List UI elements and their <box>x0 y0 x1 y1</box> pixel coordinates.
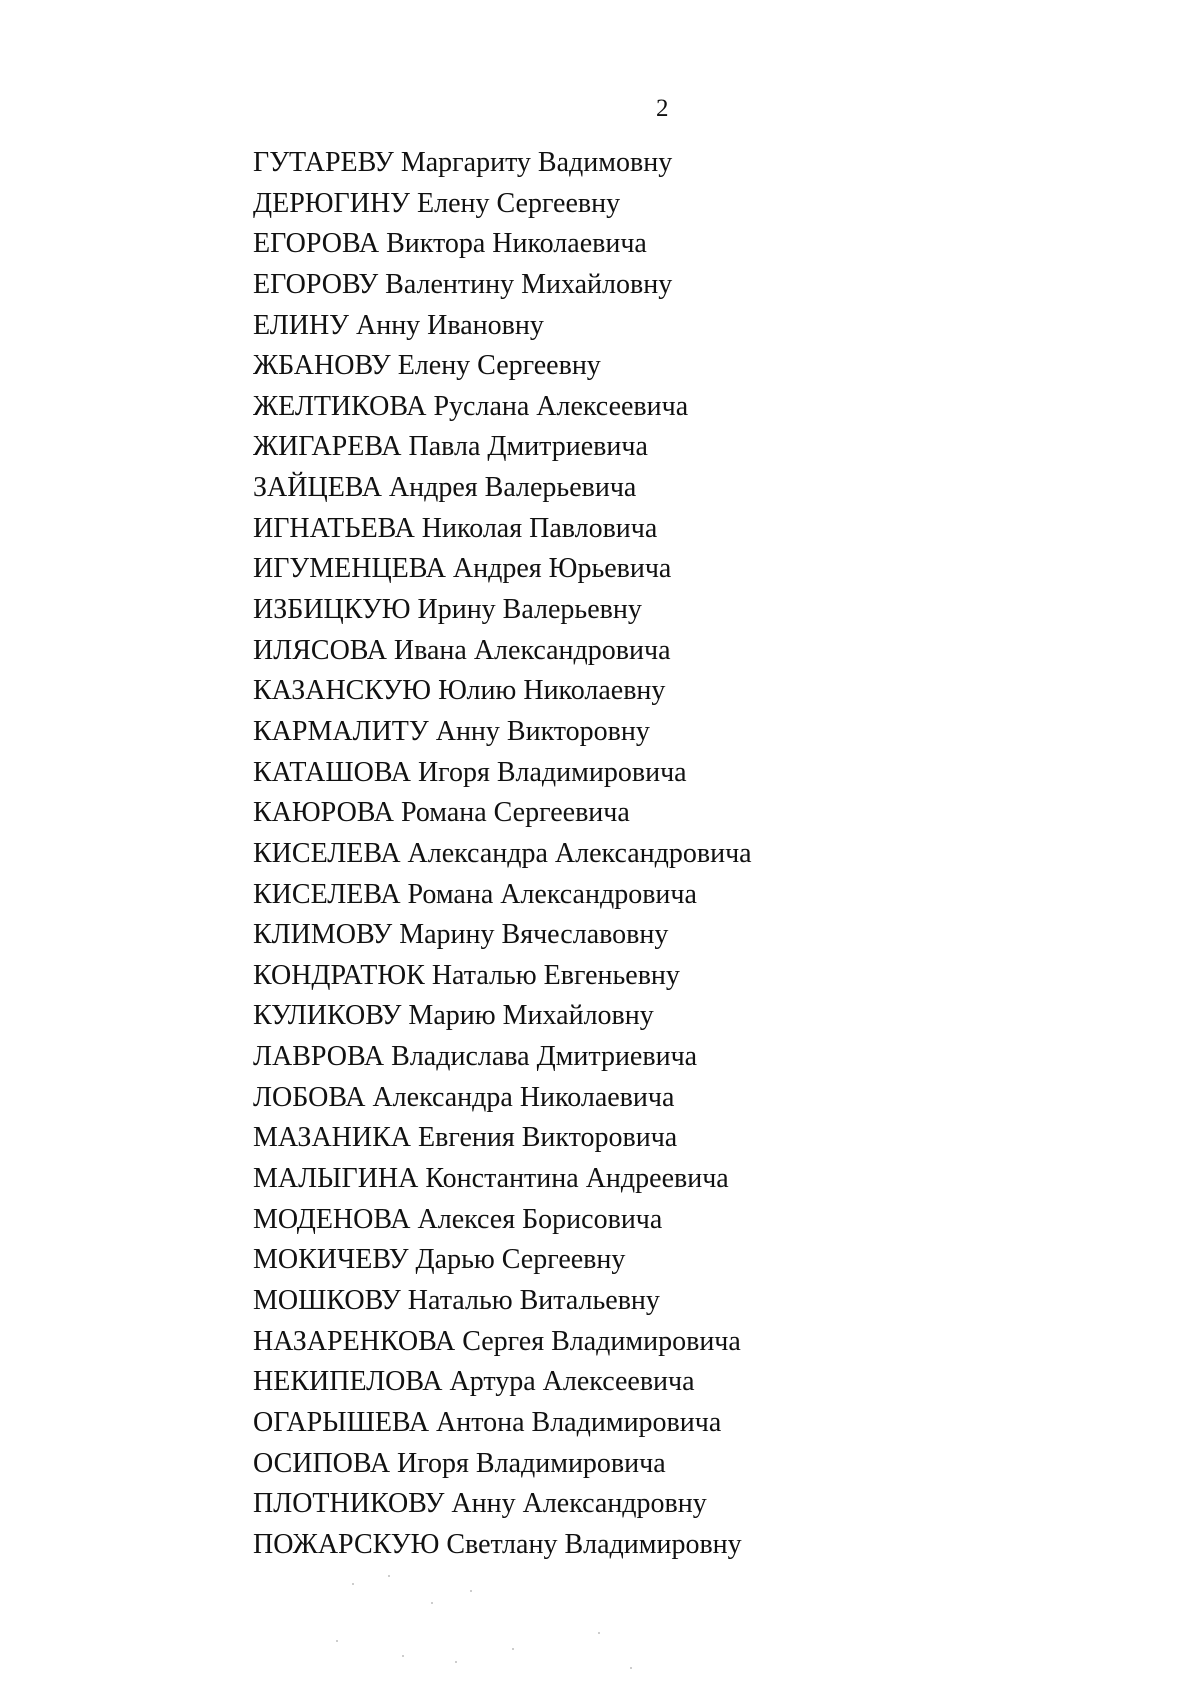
list-item: ЖИГАРЕВА Павла Дмитриевича <box>253 431 648 463</box>
list-item: ОГАРЫШЕВА Антона Владимировича <box>253 1406 722 1438</box>
list-item: НЕКИПЕЛОВА Артура Алексеевича <box>253 1366 695 1398</box>
list-item: КАЗАНСКУЮ Юлию Николаевну <box>253 675 666 707</box>
list-item: ЛОБОВА Александра Николаевича <box>253 1081 675 1113</box>
list-item: МАЛЫГИНА Константина Андреевича <box>253 1163 729 1195</box>
list-item: ЛАВРОВА Владислава Дмитриевича <box>253 1041 698 1073</box>
list-item: ЕГОРОВУ Валентину Михайловну <box>253 268 673 300</box>
list-item: КАЮРОВА Романа Сергеевича <box>253 797 630 829</box>
name-list <box>253 148 752 1570</box>
scan-speck <box>336 1640 338 1642</box>
list-item: ГУТАРЕВУ Маргариту Вадимовну <box>253 147 673 178</box>
list-item: ЖБАНОВУ Елену Сергеевну <box>253 350 601 382</box>
list-item: ЕГОРОВА Виктора Николаевича <box>253 228 647 260</box>
list-item: ПЛОТНИКОВУ Анну Александровну <box>253 1488 707 1520</box>
list-item: ПОЖАРСКУЮ Светлану Владимировну <box>253 1528 742 1560</box>
list-item: МОДЕНОВА Алексея Борисовича <box>253 1203 663 1235</box>
list-item: ЖЕЛТИКОВА Руслана Алексеевича <box>253 390 689 422</box>
scan-speck <box>630 1667 632 1669</box>
list-item: ЕЛИНУ Анну Ивановну <box>253 309 544 341</box>
scan-speck <box>598 1632 600 1634</box>
list-item: ИЗБИЦКУЮ Ирину Валерьевну <box>253 594 642 626</box>
scan-speck <box>402 1655 404 1657</box>
list-item: ОСИПОВА Игоря Владимировича <box>253 1447 666 1479</box>
scan-speck <box>455 1661 457 1663</box>
list-item: ДЕРЮГИНУ Елену Сергеевну <box>253 187 621 219</box>
list-item: КИСЕЛЕВА Романа Александровича <box>253 878 697 910</box>
list-item: КИСЕЛЕВА Александра Александровича <box>253 837 752 869</box>
scan-speck <box>352 1583 354 1585</box>
list-item: МАЗАНИКА Евгения Викторовича <box>253 1122 678 1154</box>
list-item: МОШКОВУ Наталью Витальевну <box>253 1284 660 1316</box>
list-item: КАТАШОВА Игоря Владимировича <box>253 756 687 788</box>
list-item: ЗАЙЦЕВА Андрея Валерьевича <box>253 472 637 504</box>
scan-speck <box>388 1575 390 1577</box>
list-item: КЛИМОВУ Марину Вячеславовну <box>253 919 669 951</box>
list-item: ИГНАТЬЕВА Николая Павловича <box>253 512 658 544</box>
list-item: ИГУМЕНЦЕВА Андрея Юрьевича <box>253 553 672 585</box>
page-number: 2 <box>656 95 669 122</box>
list-item: КОНДРАТЮК Наталью Евгеньевну <box>253 959 680 991</box>
list-item: КАРМАЛИТУ Анну Викторовну <box>253 715 650 747</box>
list-item: КУЛИКОВУ Марию Михайловну <box>253 1000 654 1032</box>
list-item: ИЛЯСОВА Ивана Александровича <box>253 634 671 666</box>
list-item: МОКИЧЕВУ Дарью Сергеевну <box>253 1244 626 1276</box>
scan-speck <box>470 1590 472 1592</box>
scan-speck <box>431 1602 433 1604</box>
list-item: НАЗАРЕНКОВА Сергея Владимировича <box>253 1325 741 1357</box>
scan-speck <box>512 1648 514 1650</box>
